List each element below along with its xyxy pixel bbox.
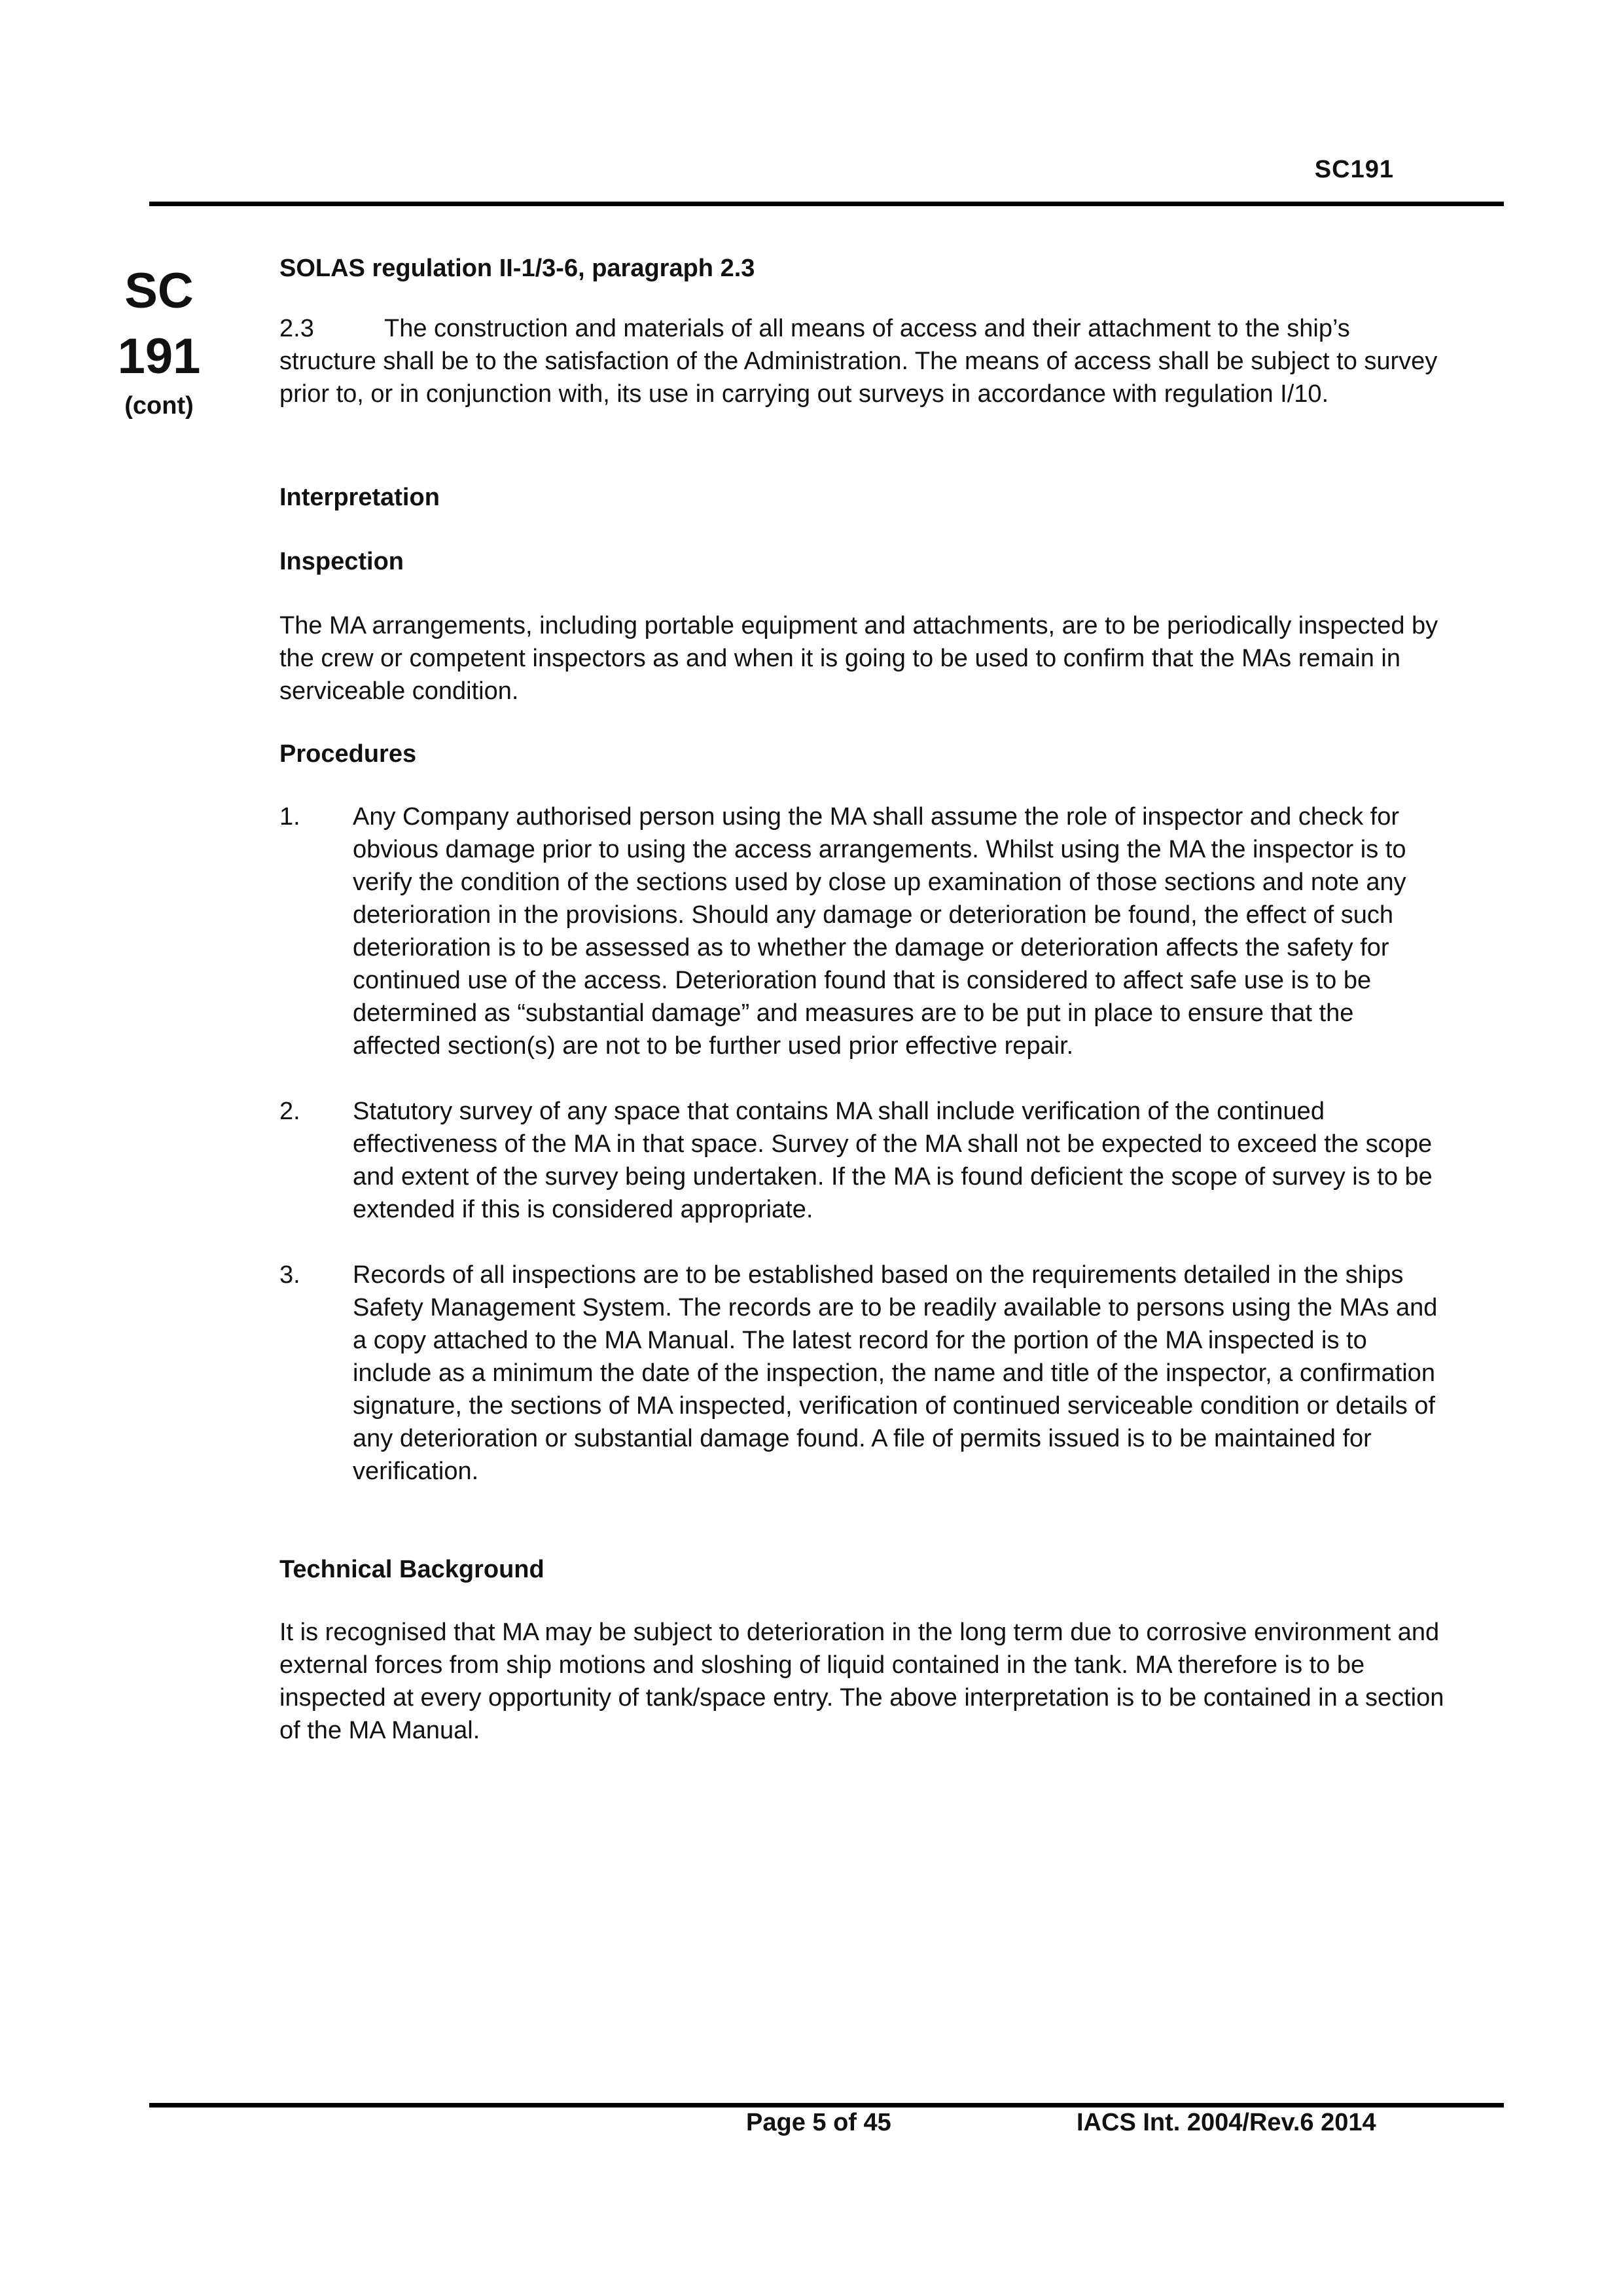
regulation-clause — [279, 312, 1444, 410]
procedure-number: 3. — [279, 1261, 300, 1289]
regulation-clause-number: 2.3 — [279, 315, 314, 342]
footer-reference: IACS Int. 2004/Rev.6 2014 — [1077, 2109, 1376, 2136]
procedure-text: Statutory survey of any space that contains MA shall include verification of the continued effectiveness of the MA in that space. Survey of the MA shall not be expected to exceed the scope and extent of the survey being undertaken. If the MA is found deficient the scope of survey is to be extended if this is considered appropriate. — [353, 1098, 1433, 1223]
document-body — [279, 252, 1444, 1747]
technical-background-heading: Technical Background — [279, 1556, 544, 1583]
regulation-clause-text: The construction and materials of all means of access and their attachment to the ship’s structure shall be to the satisfaction of the Administration. The means of access shall be subject to survey prior to, or in conjunction with, its use in carrying out surveys in accordance with regulation I/10. — [279, 315, 1438, 408]
side-tag — [116, 262, 202, 422]
side-tag-cont: (cont) — [124, 392, 194, 420]
inspection-heading: Inspection — [279, 548, 404, 575]
regulation-heading: SOLAS regulation II-1/3-6, paragraph 2.3 — [279, 255, 755, 282]
footer-rule — [149, 2103, 1504, 2108]
procedures-heading: Procedures — [279, 740, 417, 768]
side-tag-number: 191 — [117, 329, 201, 384]
procedures-list — [279, 800, 1444, 1488]
procedure-item — [279, 800, 1444, 1062]
procedure-text: Records of all inspections are to be established based on the requirements detailed in the ships Safety Management System. The records are to be readily available to persons using the MAs and a copy attached to the MA Manual. The latest record for the portion of the MA inspected is to include as a minimum the date of the inspection, the name and title of the inspector, a confirmation signature, the sections of MA inspected, verification of continued serviceable condition or details of any deterioration or substantial damage found. A file of permits issued is to be maintained for verification. — [353, 1261, 1438, 1485]
inspection-paragraph: The MA arrangements, including portable equipment and attachments, are to be periodically inspected by the crew or competent inspectors as and when it is going to be used to confirm that the MAs remain in serviceable condition. — [279, 612, 1438, 705]
procedure-item — [279, 1259, 1444, 1488]
technical-background-paragraph: It is recognised that MA may be subject to deterioration in the long term due to corrosive environment and external forces from ship motions and sloshing of liquid contained in the tank. MA therefore is to be inspected at every opportunity of tank/space entry. The above interpretation is to be contained in a section of the MA Manual. — [279, 1619, 1444, 1744]
header-rule — [149, 202, 1504, 206]
procedure-text: Any Company authorised person using the MA shall assume the role of inspector and check for obvious damage prior to using the access arrangements. Whilst using the MA the inspector is to verify the condition of the sections used by close up examination of those sections and note any deterioration in the provisions. Should any damage or deterioration be found, the effect of such deterioration is to be assessed as to whether the damage or deterioration affects the safety for continued use of the access. Deterioration found that is considered to affect safe use is to be determined as “substantial damage” and measures are to be put in place to ensure that the affected section(s) are not to be further used prior effective repair. — [353, 803, 1406, 1060]
side-tag-code: SC — [124, 263, 194, 319]
procedure-item — [279, 1095, 1444, 1226]
procedure-number: 2. — [279, 1098, 300, 1125]
footer-page-number: Page 5 of 45 — [746, 2109, 891, 2136]
header-document-code: SC191 — [1314, 156, 1394, 183]
procedure-number: 1. — [279, 803, 300, 831]
interpretation-heading: Interpretation — [279, 484, 440, 511]
